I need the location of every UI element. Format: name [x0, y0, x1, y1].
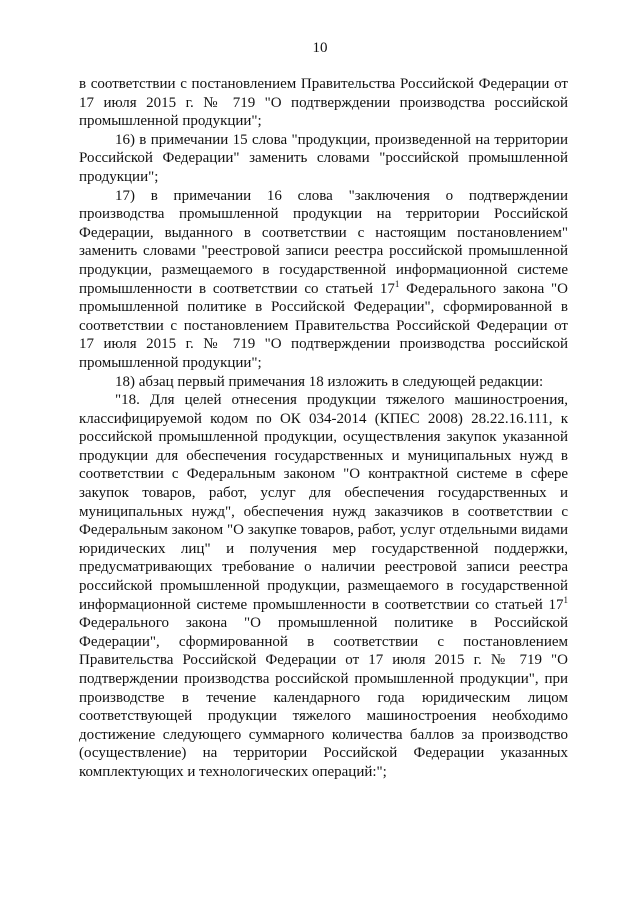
paragraph-p18 [79, 373, 568, 392]
paragraph-text: в соответствии с постановлением Правительства Российской Федерации от 17 июля 2015 г. № 719 "О подтверждении производства российской промышленной продукции"; [79, 76, 568, 130]
paragraph-p1 [79, 75, 568, 131]
paragraph-p18-quote [79, 391, 568, 781]
paragraph-p17 [79, 187, 568, 373]
paragraph-text: 16) в примечании 15 слова "продукции, произведенной на территории Российской Федерации" заменить словами "российской промышленной продукции"; [79, 131, 568, 185]
document-body [79, 75, 568, 782]
paragraph-text: "18. Для целей отнесения продукции тяжелого машиностроения, классифицируемой кодом по ОК 034-2014 (КПЕС 2008) 28.22.16.111, к российской промышленной продукции, осуществления закупок указанной продукции для обеспечения государственных и муниципальных нужд в соответствии с Федеральным законом "О контрактной системе в сфере закупок товаров, работ, услуг для обеспечения государственных и муниципальных нужд", обеспечения нужд заказчиков в соответствии с Федеральным законом "О закупке товаров, работ, услуг отдельными видами юридических лиц" и получения мер государственной поддержки, предусматривающих требование о наличии реестровой записи реестра российской промышленной продукции, размещаемого в государственной информационной системе промышленности в соответствии со статьей 17 [79, 392, 568, 613]
paragraph-text: Федерального закона "О промышленной политике в Российской Федерации", сформированной в соответствии с постановлением Правительства Российской Федерации от 17 июля 2015 г. № 719 "О подтверждении производства российской промышленной продукции", при производстве в течение календарного года юридическим лицом соответствующей продукции тяжелого машиностроения необходимо достижение следующего суммарного количества баллов за производство (осуществление) на территории Российской Федерации указанных комплектующих и технологических операций:"; [79, 615, 568, 780]
paragraph-text: 17) в примечании 16 слова "заключения о подтверждении производства промышленной продукции на территории Российской Федерации, выданного в соответствии с настоящим постановлением" заменить словами "реестровой записи реестра российской промышленной продукции, размещаемого в государственной информационной системе промышленности в соответствии со статьей 17 [79, 187, 568, 297]
superscript-article-number: 1 [563, 594, 568, 605]
page-number: 10 [312, 40, 328, 56]
paragraph-p16 [79, 131, 568, 187]
paragraph-text: Федерального закона "О промышленной политике в Российской Федерации", сформированной в соответствии с постановлением Правительства Российской Федерации от 17 июля 2015 г. № 719 "О подтверждении производства российской промышленной продукции"; [79, 280, 568, 371]
paragraph-text: 18) абзац первый примечания 18 изложить в следующей редакции: [115, 373, 544, 390]
superscript-article-number: 1 [394, 278, 400, 289]
